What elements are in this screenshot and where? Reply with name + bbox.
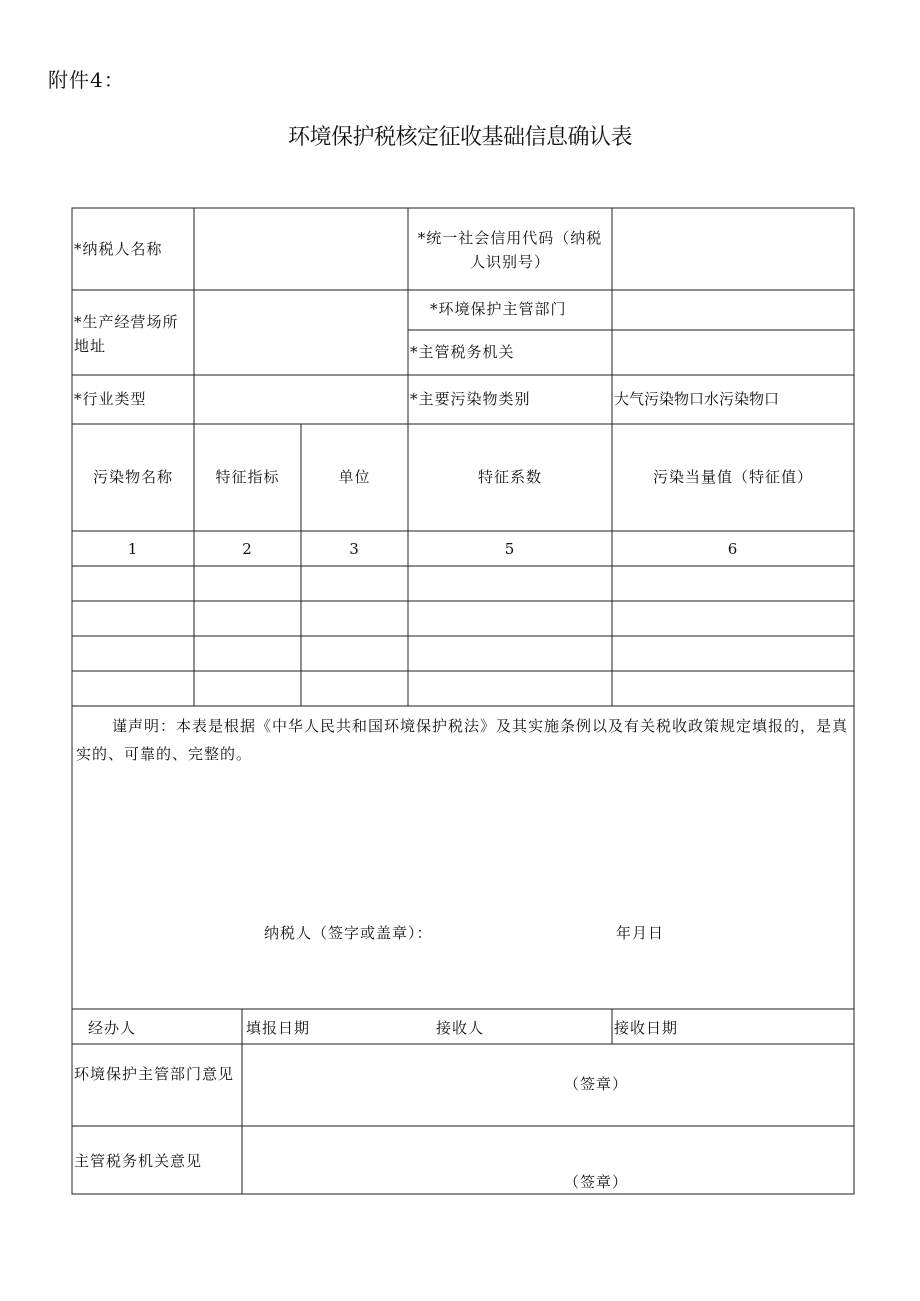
header-pollutant-name: 污染物名称: [92, 468, 173, 486]
seal-tax-office: （签章）: [564, 1173, 629, 1191]
column-number: 6: [727, 540, 739, 558]
label-fill-date: 填报日期: [246, 1019, 311, 1037]
attachment-label: 附件4：: [48, 68, 125, 92]
label-env-dept-opinion: 环境保护主管部门意见: [74, 1065, 235, 1083]
seal-env-dept: （签章）: [564, 1075, 629, 1093]
header-feature-coefficient: 特征系数: [477, 468, 542, 486]
label-pollutant-category: *主要污染物类别: [410, 390, 531, 408]
column-number: 5: [504, 540, 516, 558]
header-unit: 单位: [338, 468, 371, 486]
signature-label: 纳税人（签字或盖章）：: [264, 924, 433, 942]
label-env-dept: *环境保护主管部门: [430, 300, 567, 318]
label-taxpayer-name: *纳税人名称: [74, 240, 163, 258]
label-tax-office-opinion: 主管税务机关意见: [74, 1152, 203, 1170]
declaration-text: 谨声明：本表是根据《中华人民共和国环境保护税法》及其实施条例以及有关税收政策规定填报的，是真实的、可靠的、完整的。: [76, 717, 849, 763]
label-receive-date: 接收日期: [614, 1019, 679, 1037]
label-business-address: *生产经营场所地址: [74, 313, 179, 355]
label-receiver: 接收人: [436, 1019, 485, 1037]
column-number: 3: [349, 540, 360, 558]
label-credit-code: *统一社会信用代码（纳税人识别号）: [417, 229, 603, 271]
header-feature-index: 特征指标: [215, 468, 280, 486]
label-industry: *行业类型: [74, 390, 147, 408]
pollutant-category-options[interactable]: 大气污染物口水污染物口: [614, 390, 780, 408]
label-handler: 经办人: [88, 1019, 137, 1037]
page-title: 环境保护税核定征收基础信息确认表: [287, 125, 632, 150]
label-tax-office: *主管税务机关: [410, 343, 515, 361]
column-number: 2: [242, 540, 253, 558]
column-number: 1: [127, 540, 139, 558]
header-equivalent-value: 污染当量值（特征值）: [652, 468, 813, 486]
date-label: 年月日: [616, 924, 665, 942]
